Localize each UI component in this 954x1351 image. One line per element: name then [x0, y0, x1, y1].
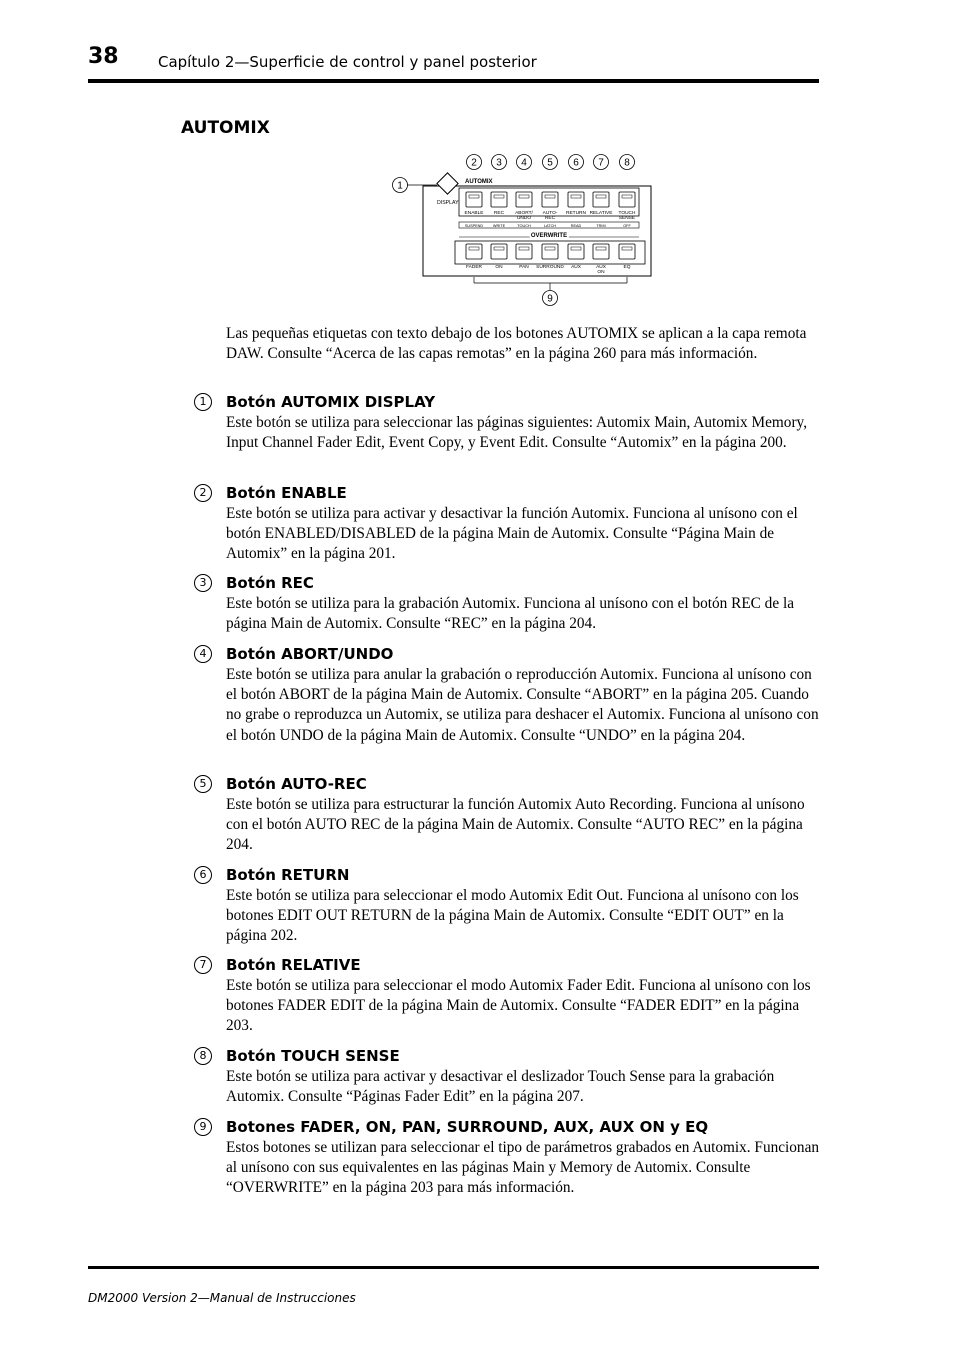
callout-number-9: 9 — [547, 293, 553, 305]
overwrite-label: OVERWRITE — [530, 233, 568, 239]
callout-number-1: 1 — [397, 180, 403, 192]
automix-button-6[interactable] — [593, 192, 609, 207]
item-8 — [194, 1046, 820, 1107]
footer-text: DM2000 Version 2—Manual de Instrucciones — [88, 1291, 356, 1305]
overwrite-button-label: AUX ON — [596, 265, 606, 275]
overwrite-button-label: EQ — [623, 265, 631, 270]
item-number: 6 — [194, 866, 212, 884]
daw-sub-label: SUSPEND — [464, 224, 484, 228]
daw-sub-label: OFF — [623, 224, 631, 228]
item-9 — [194, 1117, 820, 1199]
automix-button-label: TOUCH SENSE — [618, 211, 636, 221]
overwrite-button-label: PAN — [519, 265, 529, 270]
item-description: Este botón se utiliza para anular la grabación o reproducción Automix. Funciona al unísono con el botón ABORT de la página Main de Automix. Consulte “ABORT” en la página 205. Cuando no grabe o reproduzca un Automix, se utiliza para deshacer el Automix. Funciona al unísono con el botón UNDO de la página Main de Automix. Consulte “UNDO” en la página 204. — [226, 666, 819, 744]
item-description: Estos botones se utilizan para seleccionar el tipo de parámetros grabados en Automix. Funcionan al unísono con sus equivalentes en las páginas Main y Memory de Automix. Consulte “OVERWRITE” en la página 203 para más información. — [226, 1139, 820, 1197]
item-number: 4 — [194, 645, 212, 663]
chapter-title: Capítulo 2—Superficie de control y panel posterior — [158, 53, 537, 71]
automix-button-label: ENABLE — [464, 211, 484, 216]
callout-number-2: 2 — [471, 157, 477, 169]
automix-button-label: REC — [493, 211, 505, 216]
automix-button-1[interactable] — [466, 192, 482, 207]
overwrite-button-4[interactable] — [542, 244, 558, 259]
daw-sub-label: READ — [570, 224, 582, 228]
item-title: Botón AUTO-REC — [226, 775, 367, 793]
item-description: Este botón se utiliza para activar y desactivar el deslizador Touch Sense para la grabación Automix. Consulte “Páginas Fader Edit” en la página 207. — [226, 1068, 775, 1106]
item-2 — [194, 483, 820, 565]
item-title: Botón RELATIVE — [226, 956, 361, 974]
overwrite-button-label: SURROUND — [536, 265, 564, 270]
item-title: Botón AUTOMIX DISPLAY — [226, 393, 436, 411]
item-3 — [194, 573, 820, 634]
overwrite-button-2[interactable] — [491, 244, 507, 259]
overwrite-button-label: FADER — [466, 265, 482, 270]
item-title: Botón ENABLE — [226, 484, 347, 502]
item-number: 7 — [194, 956, 212, 974]
item-title: Botón TOUCH SENSE — [226, 1047, 400, 1065]
header-rule — [88, 79, 819, 83]
automix-button-label: RETURN — [566, 211, 586, 216]
item-number: 2 — [194, 484, 212, 502]
callout-number-8: 8 — [624, 157, 630, 169]
automix-button-label: RELATIVE — [589, 211, 613, 216]
item-number: 8 — [194, 1047, 212, 1065]
automix-button-label: AUTO-REC — [542, 211, 558, 221]
overwrite-button-label: ON — [495, 265, 503, 270]
item-title: Botón RETURN — [226, 866, 350, 884]
item-7 — [194, 955, 820, 1037]
item-number: 9 — [194, 1118, 212, 1136]
callout-number-4: 4 — [521, 157, 527, 169]
callout-number-7: 7 — [598, 157, 604, 169]
automix-button-4[interactable] — [542, 192, 558, 207]
item-5 — [194, 774, 820, 856]
section-title: AUTOMIX — [181, 118, 270, 138]
overwrite-button-3[interactable] — [516, 244, 532, 259]
item-description: Este botón se utiliza para activar y desactivar la función Automix. Funciona al unísono con el botón ENABLED/DISABLED de la página Main de Automix. Consulte “Página Main de Automix” en la página 201. — [226, 505, 798, 563]
daw-sub-label: WRITE — [492, 224, 506, 228]
automix-button-2[interactable] — [491, 192, 507, 207]
overwrite-button-label: AUX — [571, 265, 581, 270]
item-title: Botones FADER, ON, PAN, SURROUND, AUX, AUX ON y EQ — [226, 1118, 709, 1136]
automix-button-3[interactable] — [516, 192, 532, 207]
item-number: 5 — [194, 775, 212, 793]
item-1 — [194, 392, 820, 453]
item-description: Este botón se utiliza para seleccionar el modo Automix Edit Out. Funciona al unísono con los botones EDIT OUT RETURN de la página Main de Automix. Consulte “EDIT OUT” en la página 202. — [226, 887, 799, 945]
automix-panel-diagram — [385, 150, 660, 315]
callout-number-5: 5 — [547, 157, 553, 169]
item-number: 3 — [194, 574, 212, 592]
overwrite-button-7[interactable] — [619, 244, 635, 259]
item-title: Botón REC — [226, 574, 314, 592]
daw-sub-label: TRIM — [596, 224, 606, 228]
overwrite-button-5[interactable] — [568, 244, 584, 259]
footer-rule — [88, 1266, 819, 1269]
daw-sub-label: TOUCH — [517, 224, 531, 228]
item-4 — [194, 644, 820, 746]
item-number: 1 — [194, 393, 212, 411]
daw-sub-label: LATCH — [543, 224, 557, 228]
callout-number-6: 6 — [573, 157, 579, 169]
automix-button-5[interactable] — [568, 192, 584, 207]
callout-number-3: 3 — [496, 157, 502, 169]
display-button-label: DISPLAY — [437, 200, 459, 206]
item-description: Este botón se utiliza para estructurar la función Automix Auto Recording. Funciona al unísono con el botón AUTO REC de la página Main de Automix. Consulte “AUTO REC” en la página 204. — [226, 796, 805, 854]
item-description: Este botón se utiliza para seleccionar las páginas siguientes: Automix Main, Automix Memory, Input Channel Fader Edit, Event Copy, y Event Edit. Consulte “Automix” en la página 200. — [226, 414, 808, 452]
item-description: Este botón se utiliza para la grabación Automix. Funciona al unísono con el botón REC de la página Main de Automix. Consulte “REC” en la página 204. — [226, 595, 794, 633]
automix-button-label: ABORT/ UNDO — [515, 211, 533, 221]
item-6 — [194, 865, 820, 947]
page-number: 38 — [88, 44, 119, 69]
automix-button-7[interactable] — [619, 192, 635, 207]
item-description: Este botón se utiliza para seleccionar el modo Automix Fader Edit. Funciona al unísono con los botones FADER EDIT de la página Main de Automix. Consulte “FADER EDIT” en la página 203. — [226, 977, 811, 1035]
overwrite-button-6[interactable] — [593, 244, 609, 259]
item-title: Botón ABORT/UNDO — [226, 645, 394, 663]
overwrite-button-1[interactable] — [466, 244, 482, 259]
automix-panel-label: AUTOMIX — [465, 179, 493, 185]
intro-paragraph: Las pequeñas etiquetas con texto debajo de los botones AUTOMIX se aplican a la capa remota DAW. Consulte “Acerca de las capas remotas” en la página 260 para más información. — [226, 325, 807, 363]
